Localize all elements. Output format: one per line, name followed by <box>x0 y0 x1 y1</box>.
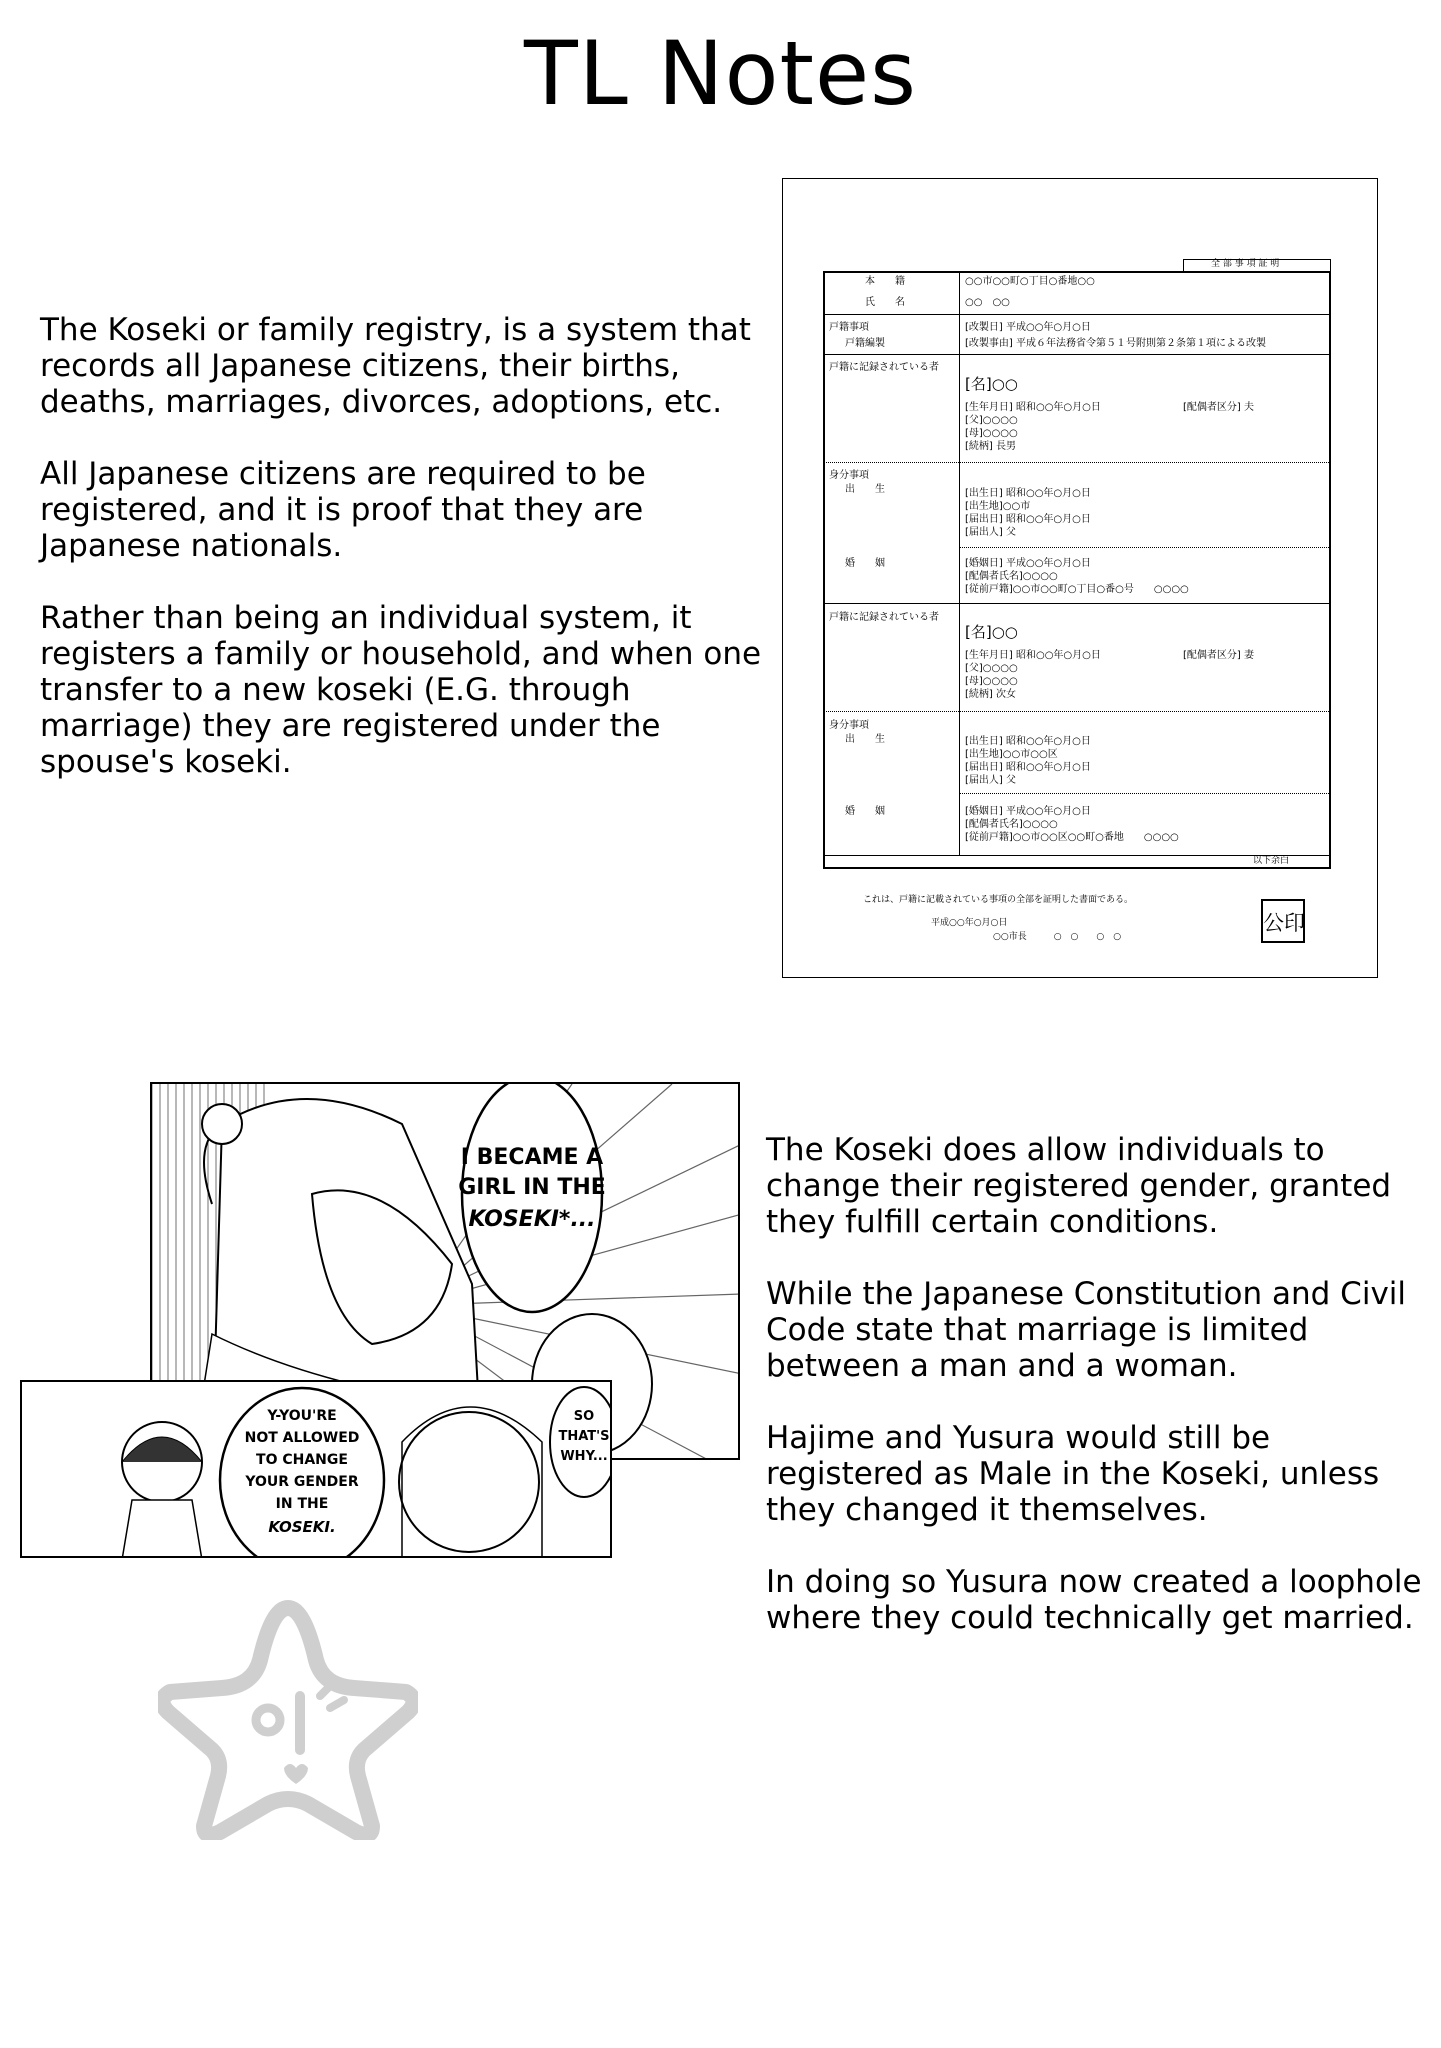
shimei-value: ○○ ○○ <box>965 297 1010 308</box>
person1-mother: [母]○○○○ <box>965 428 1018 439</box>
person1-label: 戸籍に記録されている者 <box>829 362 939 373</box>
p1-birth-place: [出生地]○○市 <box>965 501 1031 512</box>
p1-spouse-name: [配偶者氏名]○○○○ <box>965 571 1058 582</box>
koseki-certificate-image <box>782 178 1378 978</box>
birth2-label: 出 生 <box>845 734 885 745</box>
comic-art-bottom <box>22 1382 612 1558</box>
bubble1-line1: I BECAME A <box>460 1145 604 1170</box>
bubble3-line1: SO <box>573 1409 595 1424</box>
p2-birth-place: [出生地]○○市○○区 <box>965 749 1058 760</box>
paragraph-registered-male: Hajime and Yusura would still be registered as Male in the Koseki, unless they changed it themselves. <box>766 1420 1380 1528</box>
p1-prev-koseki: [従前戸籍]○○市○○町○丁目○番○号 ○○○○ <box>965 584 1189 595</box>
registry-header-tag: 全 部 事 項 証 明 <box>1211 259 1280 269</box>
person1-relation: [続柄] 長男 <box>965 441 1016 452</box>
p1-report-date: [届出日] 昭和○○年○月○日 <box>965 514 1091 525</box>
koseki-jiko-label: 戸籍事項 <box>829 322 869 333</box>
shimei-label: 氏 名 <box>865 297 905 308</box>
certification-statement: これは、戸籍に記載されている事項の全部を証明した書面である。 <box>863 895 1134 905</box>
bubble2-line4: YOUR GENDER <box>245 1474 359 1490</box>
official-seal: 公印 <box>1261 899 1305 943</box>
person2-label: 戸籍に記録されている者 <box>829 612 939 623</box>
gender-text-column <box>766 1132 1426 1672</box>
p2-reporter: [届出人] 父 <box>965 775 1016 786</box>
page-title: TL Notes <box>524 22 917 125</box>
person2-name: [名]○○ <box>965 623 1018 641</box>
person1-birth: [生年月日] 昭和○○年○月○日 <box>965 402 1101 413</box>
person1-father: [父]○○○○ <box>965 415 1018 426</box>
p2-report-date: [届出日] 昭和○○年○月○日 <box>965 762 1091 773</box>
mibun-label: 身分事項 <box>829 470 869 481</box>
birth-label: 出 生 <box>845 484 885 495</box>
bubble2-line5: IN THE <box>275 1496 329 1512</box>
paragraph-koseki-definition: The Koseki or family registry, is a system that records all Japanese citizens, their births, deaths, marriages, divorces, adoptions, etc. <box>40 312 751 420</box>
paragraph-constitution: While the Japanese Constitution and Civil Code state that marriage is limited between a man and a woman. <box>766 1276 1407 1384</box>
honseki-value: ○○市○○町○丁目○番地○○ <box>965 276 1095 287</box>
marriage2-label: 婚 姻 <box>845 806 885 817</box>
p1-birth-date: [出生日] 昭和○○年○月○日 <box>965 488 1091 499</box>
bubble1-line3: KOSEKI*... <box>468 1207 596 1232</box>
p2-marriage-date: [婚姻日] 平成○○年○月○日 <box>965 806 1091 817</box>
mayor-line: ○○市長 ○ ○ ○ ○ <box>993 932 1122 942</box>
person1-spouse-kind: [配偶者区分] 夫 <box>1183 402 1254 413</box>
koseki-hensei-label: 戸籍編製 <box>845 338 885 349</box>
bubble2-line6: KOSEKI. <box>268 1518 336 1536</box>
mibun2-label: 身分事項 <box>829 720 869 731</box>
marriage-label: 婚 姻 <box>845 558 885 569</box>
paragraph-household-system: Rather than being an individual system, it registers a family or household, and when one transfer to a new koseki (E.G. through marriage) they are registered under the spouse's koseki. <box>40 600 762 780</box>
p2-spouse-name: [配偶者氏名]○○○○ <box>965 819 1058 830</box>
bubble1-line2: GIRL IN THE <box>458 1175 606 1200</box>
kaisei-reason: [改製事由] 平成６年法務省令第５１号附則第２条第１項による改製 <box>965 338 1266 349</box>
ika-yohaku: 以下余白 <box>1253 856 1290 866</box>
person2-mother: [母]○○○○ <box>965 676 1018 687</box>
comic-panel-bottom <box>20 1380 612 1558</box>
intro-text-column <box>40 312 770 816</box>
bubble3-line3: WHY... <box>560 1449 608 1464</box>
bubble2-line1: Y-YOU'RE <box>267 1408 337 1424</box>
person2-relation: [続柄] 次女 <box>965 689 1016 700</box>
bubble3-line2: THAT'S <box>558 1429 610 1444</box>
paragraph-gender-change: The Koseki does allow individuals to change their registered gender, granted they fulfill certain conditions. <box>766 1132 1392 1240</box>
bubble2-line2: NOT ALLOWED <box>244 1430 360 1446</box>
person2-birth: [生年月日] 昭和○○年○月○日 <box>965 650 1101 661</box>
certification-date: 平成○○年○月○日 <box>931 918 1008 928</box>
paragraph-registration-required: All Japanese citizens are required to be registered, and it is proof that they are Japanese nationals. <box>40 456 646 564</box>
person2-spouse-kind: [配偶者区分] 妻 <box>1183 650 1254 661</box>
person2-father: [父]○○○○ <box>965 663 1018 674</box>
p2-birth-date: [出生日] 昭和○○年○月○日 <box>965 736 1091 747</box>
p1-marriage-date: [婚姻日] 平成○○年○月○日 <box>965 558 1091 569</box>
star-watermark-logo <box>158 1600 418 1840</box>
bubble2-line3: TO CHANGE <box>256 1452 348 1468</box>
p2-prev-koseki: [従前戸籍]○○市○○区○○町○番地 ○○○○ <box>965 832 1179 843</box>
honseki-label: 本 籍 <box>865 276 905 287</box>
p1-reporter: [届出人] 父 <box>965 527 1016 538</box>
person1-name: [名]○○ <box>965 375 1018 393</box>
paragraph-loophole: In doing so Yusura now created a loophole where they could technically get married. <box>766 1564 1422 1636</box>
kaisei-date: [改製日] 平成○○年○月○日 <box>965 322 1091 333</box>
